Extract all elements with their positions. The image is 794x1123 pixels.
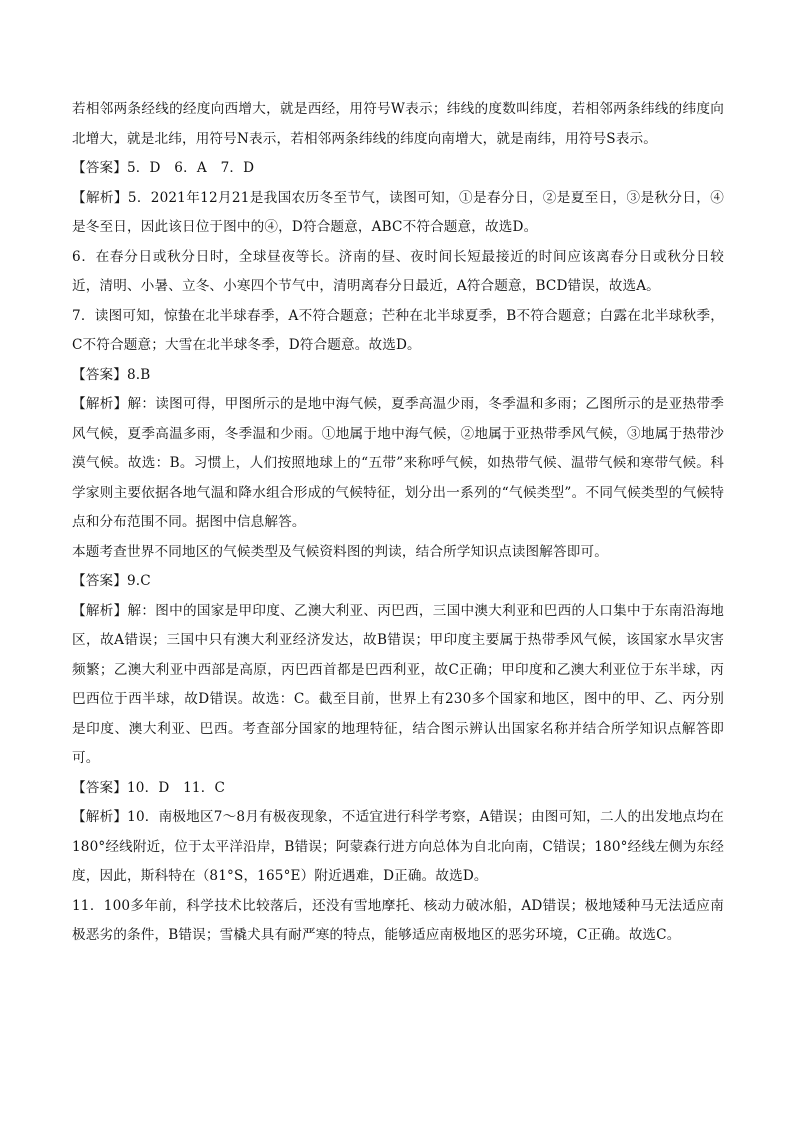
analysis-5: 【解析】5．2021年12月21是我国农历冬至节气，读图可知，①是春分日，②是夏至日，③是秋分日，④是冬至日，因此该日位于图中的④，D符合题意，ABC不符合题意，故选D。 xyxy=(72,189,724,235)
answer-8: 【答案】8.B xyxy=(72,366,151,383)
analysis-8-summary: 本题考查世界不同地区的气候类型及气候资料图的判读，结合所学知识点读图解答即可。 xyxy=(72,543,609,560)
answer-5-7: 【答案】5．D 6．A 7．D xyxy=(72,160,255,176)
analysis-6: 6．在春分日或秋分日时，全球昼夜等长。济南的昼、夜时间长短最接近的时间应该离春分日或秋分日较近，清明、小暑、立冬、小寒四个节气中，清明离春分日最近，A符合题意，BCD错误，故选A。 xyxy=(72,248,724,294)
analysis-9: 【解析】解：图中的国家是甲印度、乙澳大利亚、丙巴西，三国中澳大利亚和巴西的人口集中于东南沿海地区，故A错误；三国中只有澳大利亚经济发达，故B错误；甲印度主要属于热带季风气候，该国家水旱灾害频繁；乙澳大利亚中西部是高原，丙巴西首都是巴西利亚，故C正确；甲印度和乙澳大利亚位于东半球，丙巴西位于西半球，故D错误。故选：C。截至目前，世界上有230多个国家和地区，图中的甲、乙、丙分别是印度、澳大利亚、巴西。考查部分国家的地理特征，结合图示辨认出国家名称并结合所学知识点解答即可。 xyxy=(72,602,724,766)
paragraph-longitude-latitude: 若相邻两条经线的经度向西增大，就是西经，用符号W表示；纬线的度数叫纬度，若相邻两条纬线的纬度向北增大，就是北纬，用符号N表示，若相邻两条纬线的纬度向南增大，就是南纬，用符号S表示。 xyxy=(72,101,724,147)
analysis-7: 7．读图可知，惊蛰在北半球春季，A不符合题意；芒种在北半球夏季，B不符合题意；白露在北半球秋季，C不符合题意；大雪在北半球冬季，D符合题意。故选D。 xyxy=(72,307,724,353)
answer-analysis-text xyxy=(72,95,724,951)
analysis-10: 【解析】10．南极地区7～8月有极夜现象，不适宜进行科学考察，A错误；由图可知，二人的出发地点均在180°经线附近，位于太平洋沿岸，B错误；阿蒙森行进方向总体为自北向南，C错误；180°经线左侧为东经度，因此，斯科特在（81°S，165°E）附近遇难，D正确。故选D。 xyxy=(72,809,724,884)
answer-10-11: 【答案】10．D 11．C xyxy=(72,779,226,796)
analysis-11: 11．100多年前，科学技术比较落后，还没有雪地摩托、核动力破冰船，AD错误；极地矮种马无法适应南极恶劣的条件，B错误；雪橇犬具有耐严寒的特点，能够适应南极地区的恶劣环境，C正确。故选C。 xyxy=(72,897,724,943)
answer-9: 【答案】9.C xyxy=(72,573,151,589)
analysis-8: 【解析】解：读图可得，甲图所示的是地中海气候，夏季高温少雨，冬季温和多雨；乙图所示的是亚热带季风气候，夏季高温多雨，冬季温和少雨。①地属于地中海气候，②地属于亚热带季风气候，③地属于热带沙漠气候。故选：B。习惯上，人们按照地球上的“五带”来称呼气候，如热带气候、温带气候和寒带气候。科学家则主要依据各地气温和降水组合形成的气候特征，划分出一系列的“气候类型”。不同气候类型的气候特点和分布范围不同。据图中信息解答。 xyxy=(72,396,724,530)
